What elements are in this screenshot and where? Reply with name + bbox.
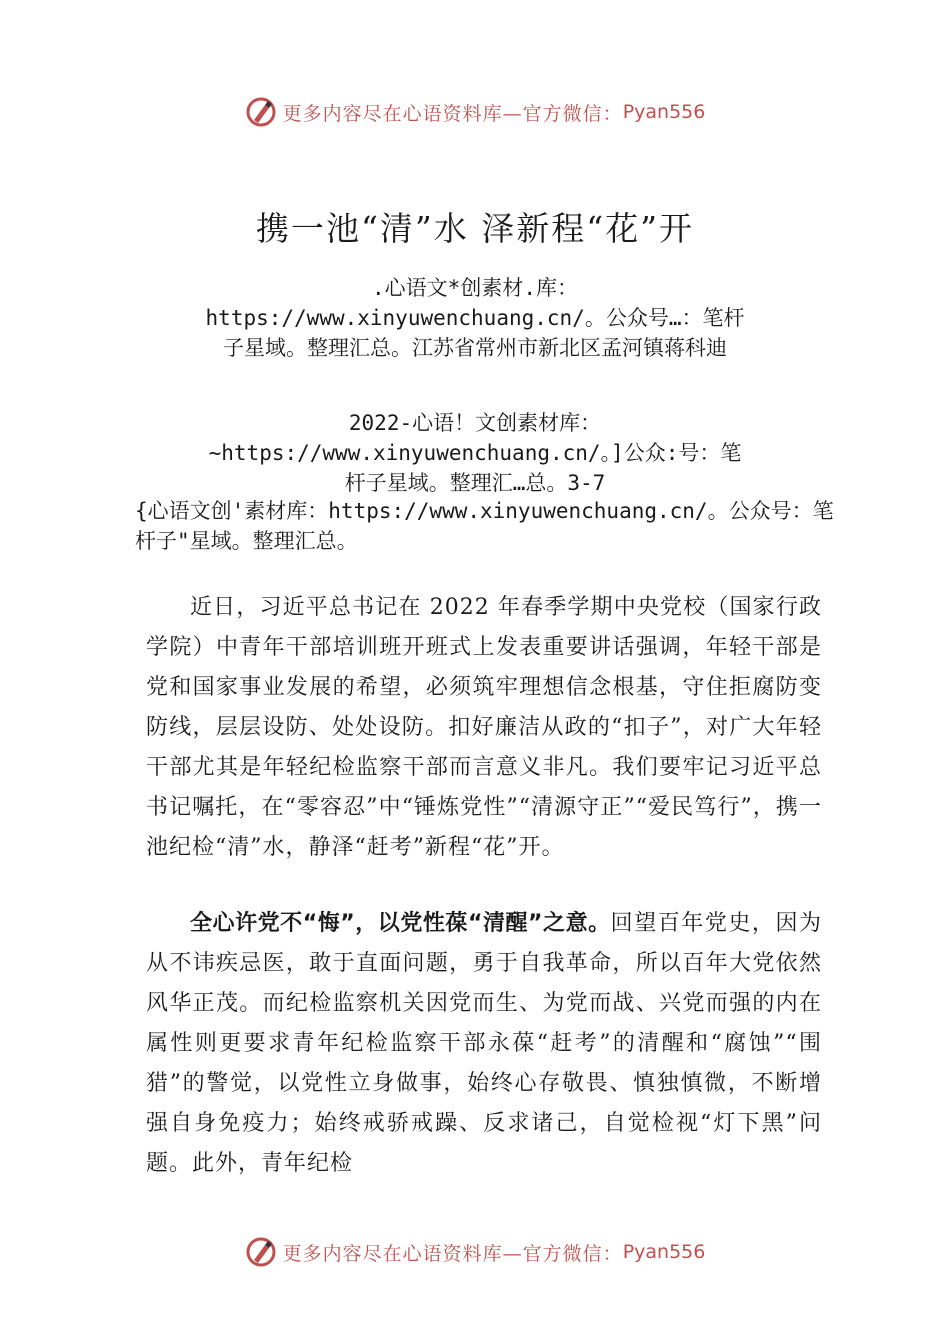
footer-banner bbox=[0, 1236, 950, 1268]
pen-logo-icon bbox=[245, 1236, 277, 1268]
paragraph-2-lead: 全心许党不“悔”，以党性葆“清醒”之意。 bbox=[190, 911, 611, 936]
source-note-3: {心语文创'素材库：https://www.xinyuwenchuang.cn/。公众号：笔杆子"星域。整理汇总。 bbox=[135, 499, 834, 553]
document-title: 携一池“清”水 泽新程“花”开 bbox=[256, 209, 694, 248]
wechat-id: Pyan556 bbox=[622, 1241, 706, 1263]
wechat-label: 官方微信： bbox=[522, 1242, 623, 1265]
banner-text: 更多内容尽在心语资料库— bbox=[282, 1242, 523, 1265]
wechat-id: Pyan556 bbox=[622, 101, 706, 123]
header-banner bbox=[0, 96, 950, 128]
paragraph-1: 近日，习近平总书记在 2022 年春季学期中央党校（国家行政学院）中青年干部培训班开班式上发表重要讲话强调，年轻干部是党和国家事业发展的希望，必须筑牢理想信念根基，守住拒腐防变防线，层层设防、处处设防。扣好廉洁从政的“扣子”，对广大年轻干部尤其是年轻纪检监察干部而言意义非凡。我们要牢记习近平总书记嘱托，在“零容忍”中“锤炼党性”“清源守正”“爱民笃行”，携一池纪检“清”水，静泽“赶考”新程“花”开。 bbox=[146, 595, 822, 860]
wechat-label: 官方微信： bbox=[522, 102, 623, 125]
banner-text: 更多内容尽在心语资料库— bbox=[282, 102, 523, 125]
source-note-1: .心语文*创素材.库：https://www.xinyuwenchuang.cn/。公众号…：笔杆子星域。整理汇总。江苏省常州市新北区孟河镇蒋科迪 bbox=[205, 276, 745, 360]
paragraph-2-body: 回望百年党史，因为从不讳疾忌医，敢于直面问题，勇于自我革命，所以百年大党依然风华正茂。而纪检监察机关因党而生、为党而战、兴党而强的内在属性则更要求青年纪检监察干部永葆“赶考”的清醒和“腐蚀”“围猎”的警觉，以党性立身做事，始终心存敬畏、慎独慎微，不断增强自身免疫力；始终戒骄戒躁、反求诸己，自觉检视“灯下黑”问题。此外，青年纪检 bbox=[146, 911, 822, 1176]
source-note-2: 2022-心语！文创素材库：~https://www.xinyuwenchuang.cn/。]公众:号：笔杆子星域。整理汇…总。3-7 bbox=[208, 411, 742, 495]
paragraph-2 bbox=[146, 904, 822, 1184]
pen-logo-icon bbox=[245, 96, 277, 128]
